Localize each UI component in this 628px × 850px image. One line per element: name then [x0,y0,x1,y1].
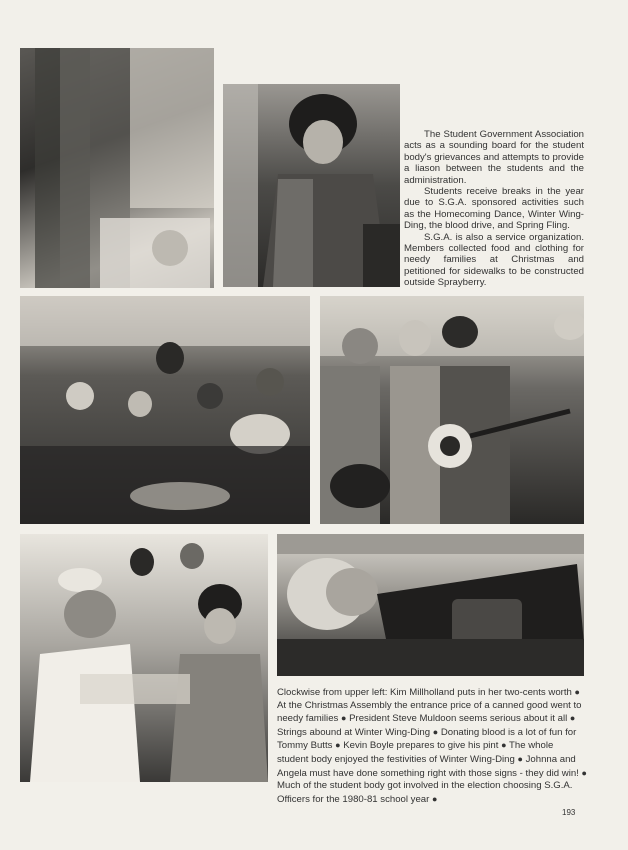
photo-caption [277,686,587,806]
article-paragraph-1: The Student Government Association acts as a sounding board for the student body's grievances and attempts to provide a liason between the students and the administration. [404,129,584,186]
bullet-icon: ● [501,740,507,751]
bullet-icon: ● [335,740,341,751]
bullet-icon: ● [432,726,439,737]
bullet-icon: ● [517,753,523,764]
photo-christmas-assembly [223,84,400,287]
caption-item: Johnna and Angela must have done something right with those signs - they did win! [277,753,579,779]
caption-item: Much of the student body got involved in the election choosing S.G.A. Officers for the 1980-81 school year [277,780,573,805]
photo-blood-drive [20,534,268,782]
photo-steve-muldoon [20,296,310,524]
bullet-icon: ● [432,793,438,804]
article-text [404,129,584,289]
caption-item: The whole student body enjoyed the festivities of Winter Wing-Ding [277,740,554,765]
caption-item: Kevin Boyle prepares to give his pint [343,740,499,752]
photo-strings-winter-wing-ding [320,296,584,524]
caption-item: Strings abound at Winter Wing-Ding [277,726,431,738]
caption-item: Donating blood is a lot of fun for Tommy Butts [277,726,577,752]
bullet-icon: ● [574,687,580,697]
photo-kevin-boyle [277,534,584,676]
article-paragraph-3: S.G.A. is also a service organization. Members collected food and clothing for needy families at Christmas and petitioned for sidewalks to be constructed outside Sprayberry. [404,231,584,289]
photo-kim-millholland [20,48,214,288]
bullet-icon: ● [569,713,576,724]
bullet-icon: ● [341,713,347,724]
caption-item: President Steve Muldoon seems serious about it all [349,713,568,725]
caption-item: At the Christmas Assembly the entrance price of a canned good went to needy families [277,699,582,725]
article-paragraph-2: Students receive breaks in the year due to S.G.A. sponsored activities such as the Homecoming Dance, Winter Wing-Ding, the blood drive, and Spring Fling. [404,186,584,232]
caption-item: Clockwise from upper left: Kim Millholland puts in her two-cents worth [277,687,572,698]
page-number: 193 [562,808,576,817]
bullet-icon: ● [581,767,587,778]
